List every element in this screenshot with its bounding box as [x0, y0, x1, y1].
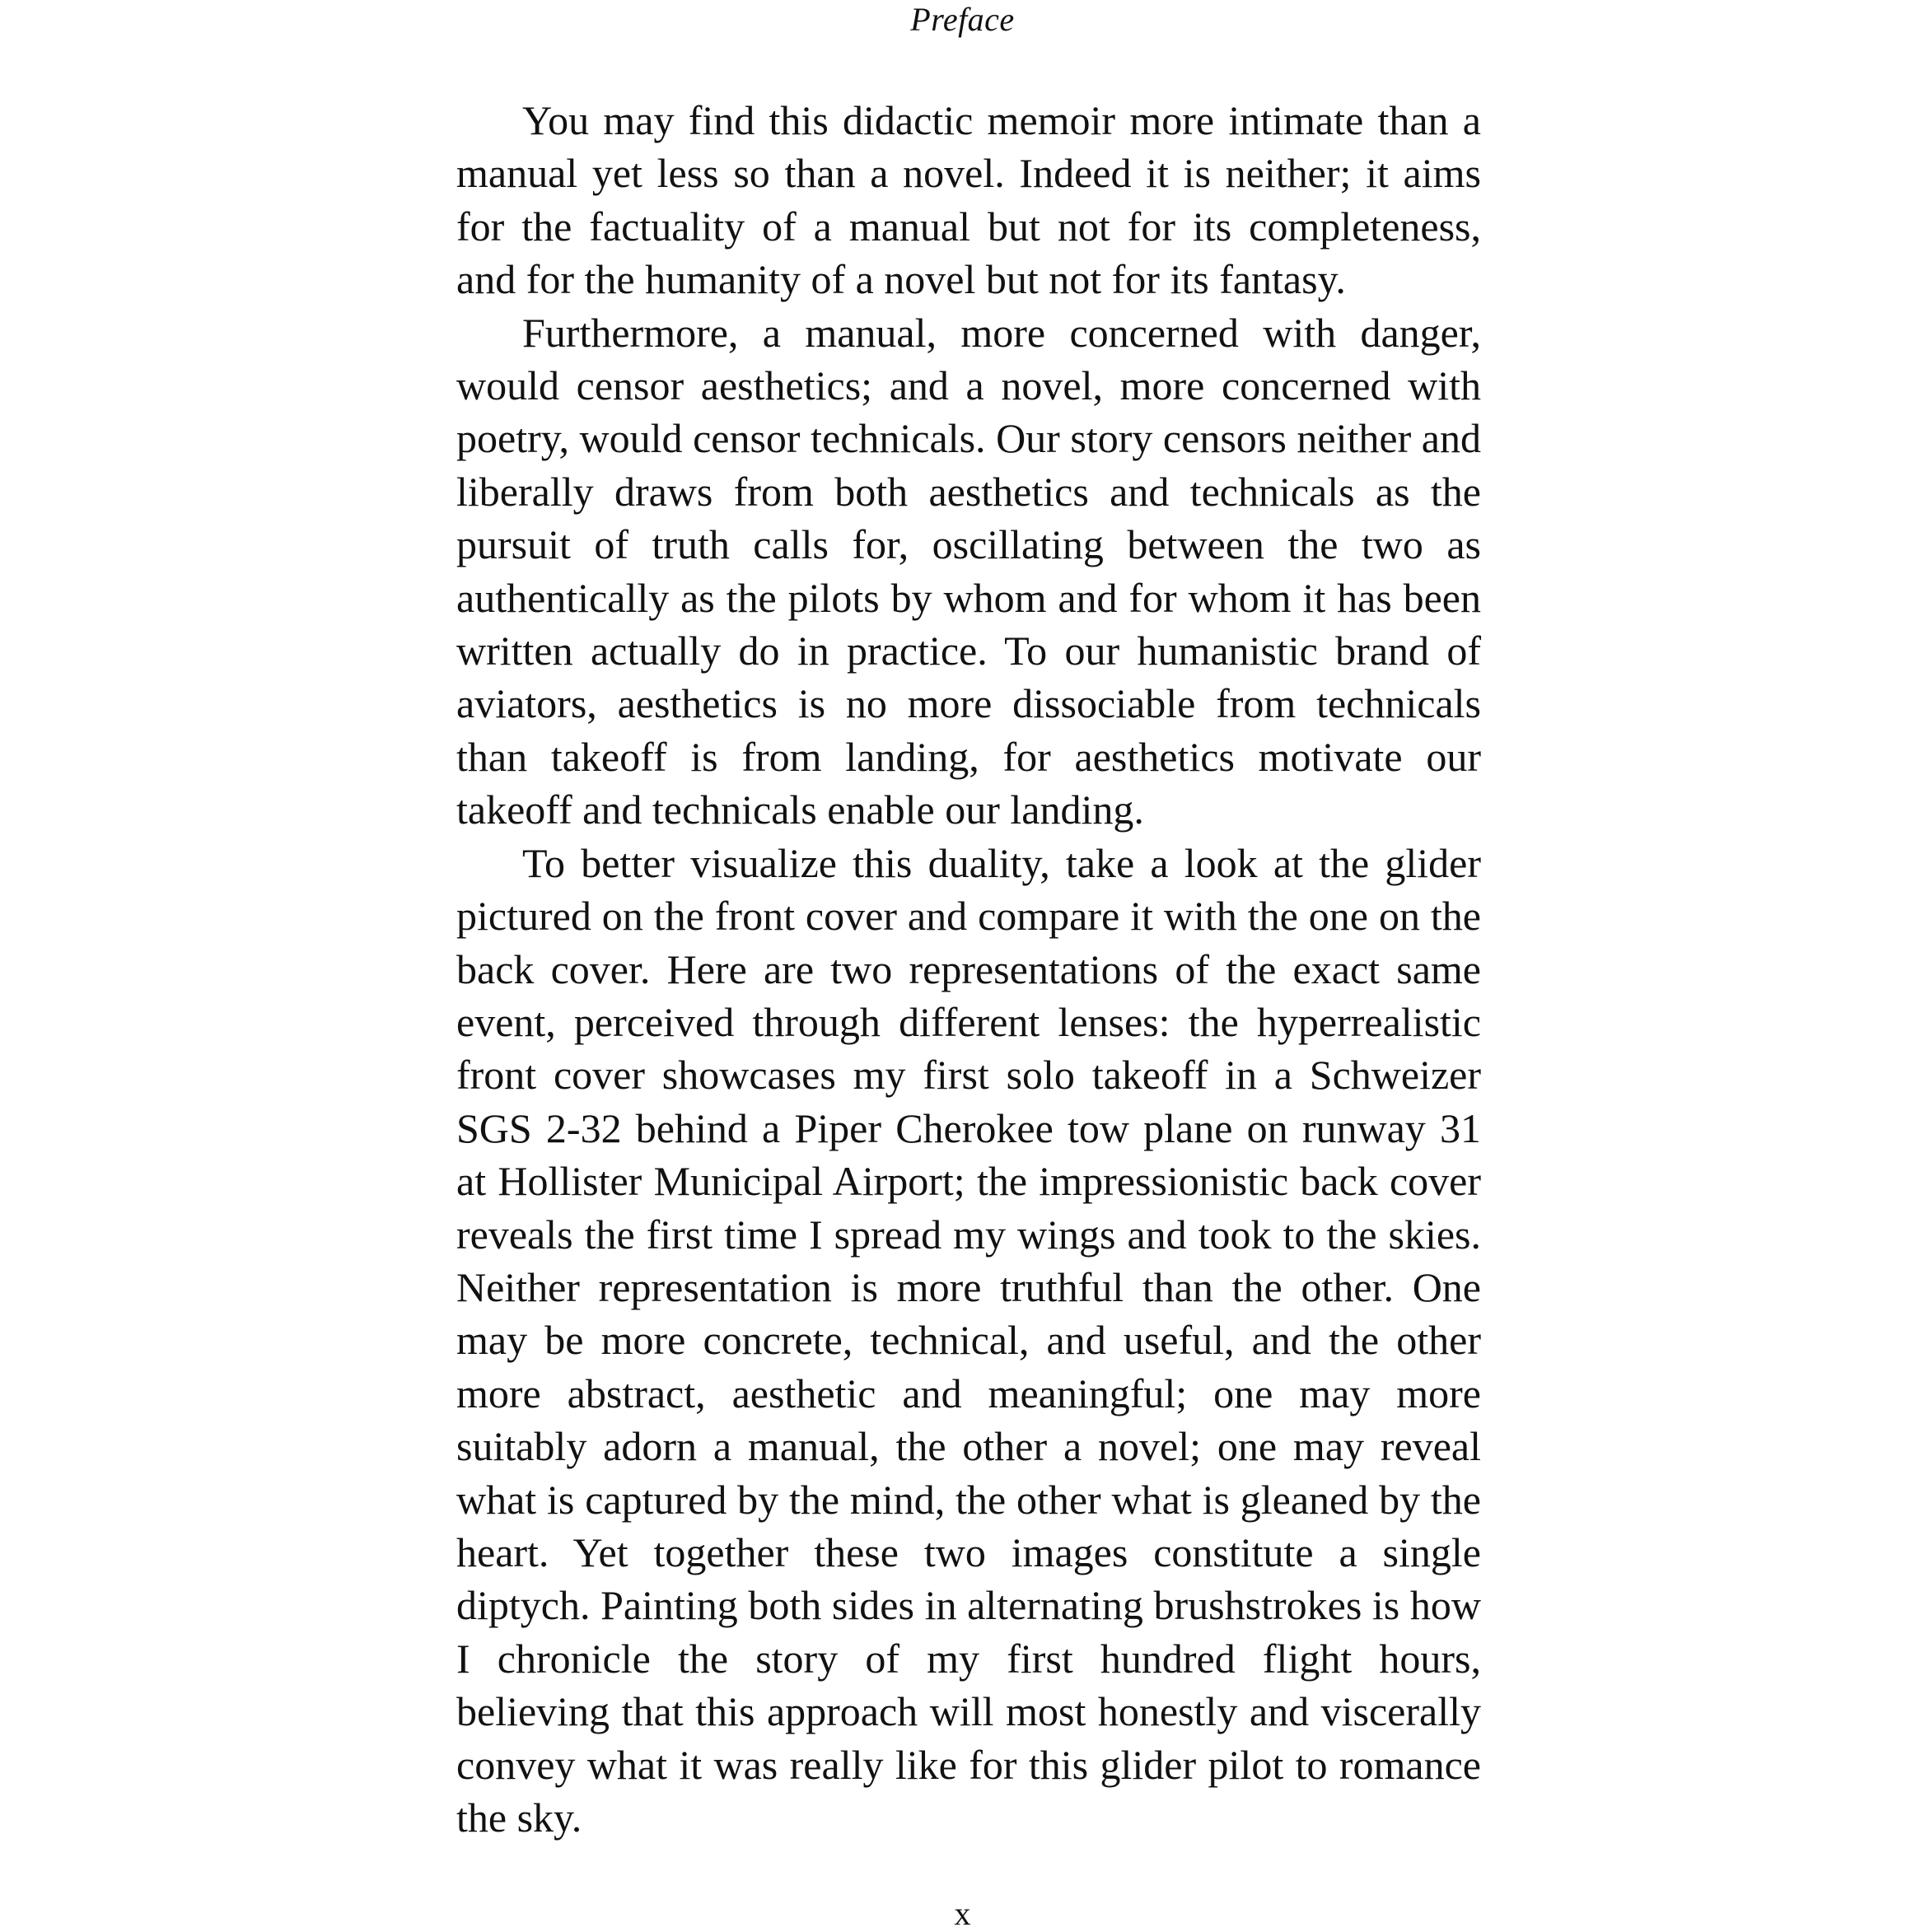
- paragraph-2: Furthermore, a manual, more concerned with danger, would censor aesthetics; and a novel, more concerned with poetry, would censor technicals. Our story censors neither and liberally draws from both aesthetics and technicals as the pursuit of truth calls for, oscillating between the two as authentically as the pilots by whom and for whom it has been written actually do in practice. To our humanistic brand of aviators, aesthetics is no more dissociable from technicals than takeoff is from landing, for aesthetics motivate our takeoff and technicals enable our landing.: [456, 309, 1481, 833]
- paragraph-1: You may find this didactic memoir more intimate than a manual yet less so than a novel. Indeed it is neither; it aims for the factuality of a manual but not for its completeness, and for the humanity of a novel but not for its fantasy.: [456, 97, 1481, 303]
- running-head-title: Preface: [910, 1, 1015, 38]
- preface-body: [456, 94, 1481, 1844]
- page-number: x: [954, 1895, 971, 1932]
- paragraph-3: To better visualize this duality, take a look at the glider pictured on the front cover and compare it with the one on the back cover. Here are two representations of the exact same event, perceived through different lenses: the hyperrealistic front cover showcases my first solo takeoff in a Schweizer SGS 2-32 behind a Piper Cherokee tow plane on runway 31 at Hollister Municipal Airport; the impressionistic back cover reveals the first time I spread my wings and took to the skies. Neither representation is more truthful than the other. One may be more concrete, technical, and useful, and the other more abstract, aesthetic and meaningful; one may more suitably adorn a manual, the other a novel; one may reveal what is captured by the mind, the other what is gleaned by the heart. Yet together these two images constitute a single diptych. Painting both sides in alternating brushstrokes is how I chronicle the story of my first hundred flight hours, believing that this approach will most honestly and viscerally convey what it was really like for this glider pilot to romance the sky.: [456, 839, 1481, 1841]
